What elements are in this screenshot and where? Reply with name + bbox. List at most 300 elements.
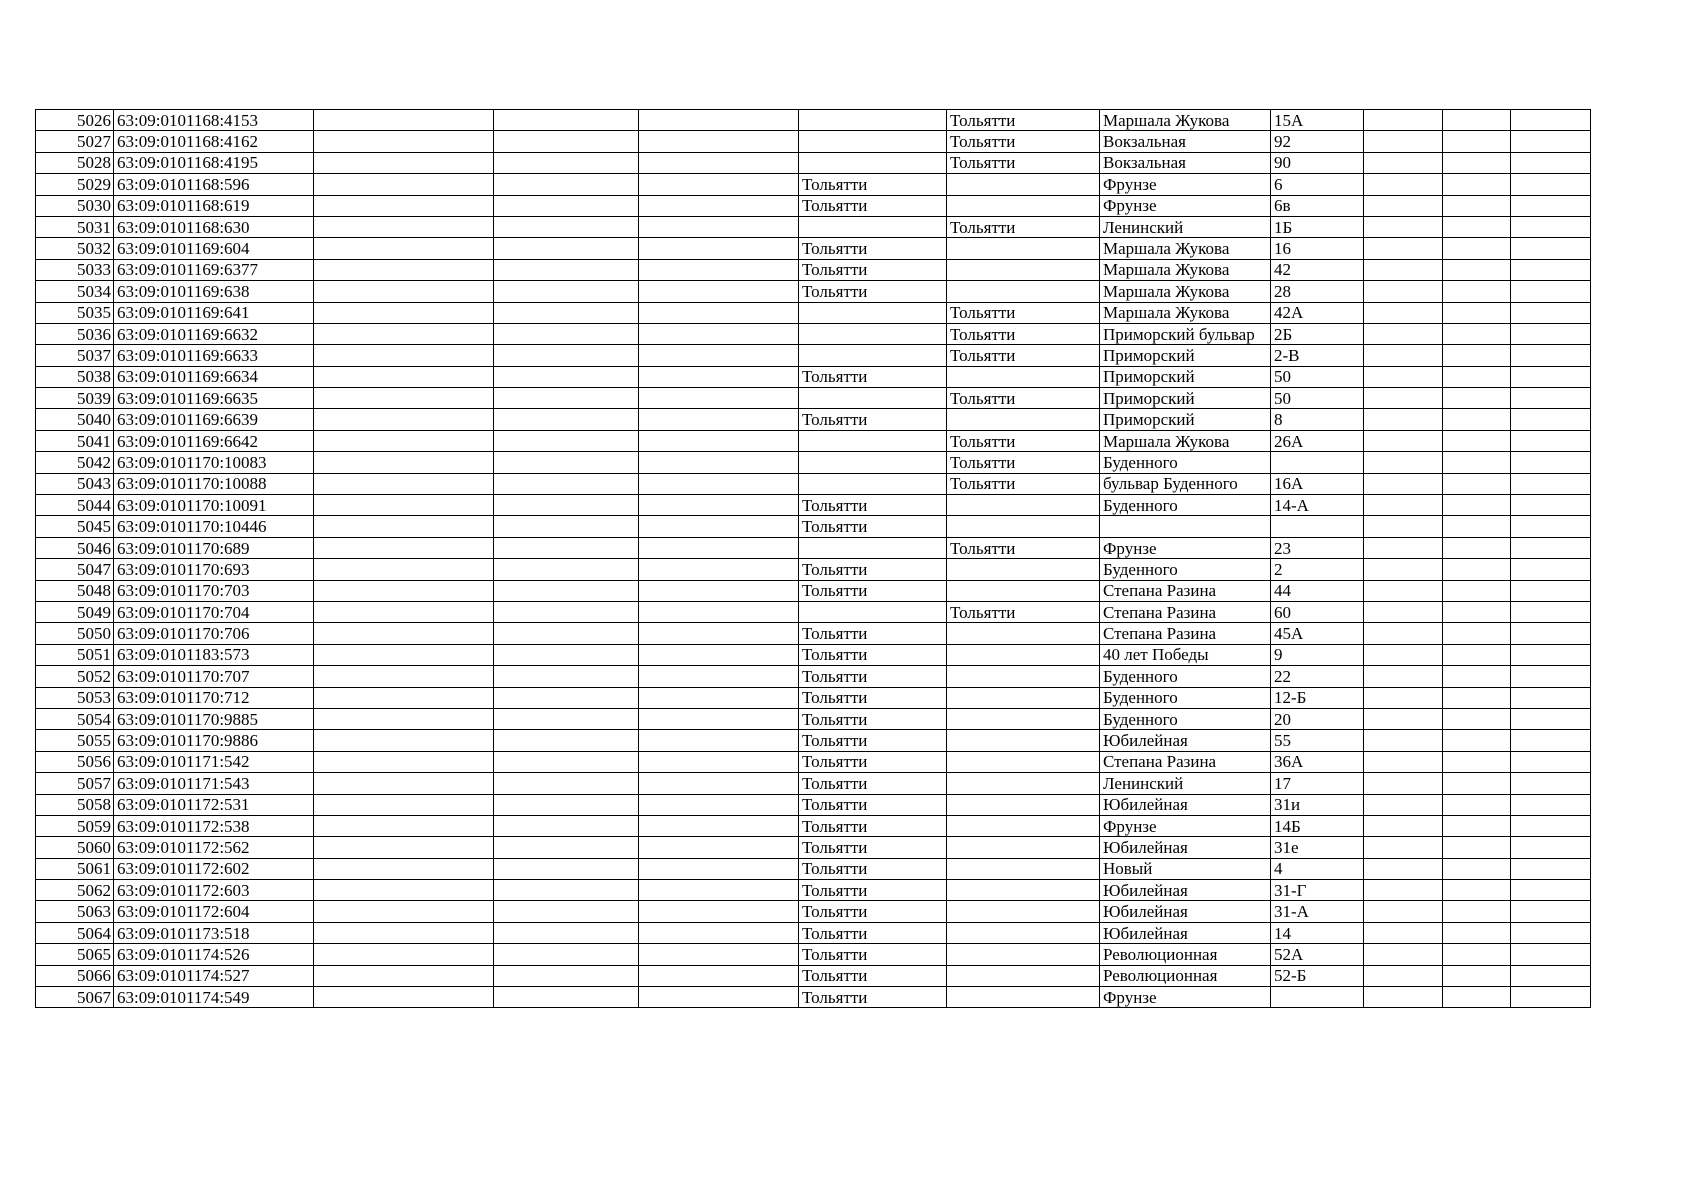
empty-cell [1443,495,1511,516]
table-row [36,452,1591,473]
house-number-cell: 55 [1271,730,1364,751]
empty-cell [314,687,494,708]
city-cell [799,345,947,366]
street-cell: Степана Разина [1100,601,1271,622]
row-number-cell: 5063 [36,901,114,922]
table-row [36,302,1591,323]
empty-cell [1443,366,1511,387]
street-cell: Революционная [1100,965,1271,986]
street-cell: Приморский [1100,409,1271,430]
table-row [36,623,1591,644]
house-number-cell: 45А [1271,623,1364,644]
empty-cell [494,965,639,986]
empty-cell [639,473,799,494]
empty-cell [1511,281,1591,302]
settlement-cell: Тольятти [947,110,1100,131]
house-number-cell: 23 [1271,537,1364,558]
empty-cell [1511,751,1591,772]
street-cell: Приморский [1100,366,1271,387]
table-row [36,858,1591,879]
empty-cell [1364,687,1443,708]
empty-cell [494,559,639,580]
empty-cell [1364,773,1443,794]
table-row [36,922,1591,943]
table-row [36,152,1591,173]
settlement-cell: Тольятти [947,345,1100,366]
cadastral-number-cell: 63:09:0101172:531 [114,794,314,815]
empty-cell [1364,601,1443,622]
empty-cell [494,174,639,195]
settlement-cell [947,195,1100,216]
row-number-cell: 5060 [36,837,114,858]
city-cell: Тольятти [799,195,947,216]
street-cell: Фрунзе [1100,815,1271,836]
empty-cell [314,965,494,986]
empty-cell [1443,174,1511,195]
empty-cell [1511,302,1591,323]
empty-cell [494,644,639,665]
empty-cell [639,559,799,580]
settlement-cell: Тольятти [947,473,1100,494]
table-row [36,409,1591,430]
settlement-cell [947,623,1100,644]
empty-cell [494,430,639,451]
house-number-cell: 16А [1271,473,1364,494]
house-number-cell: 60 [1271,601,1364,622]
house-number-cell: 92 [1271,131,1364,152]
table-row [36,601,1591,622]
table-row [36,345,1591,366]
city-cell: Тольятти [799,880,947,901]
empty-cell [494,537,639,558]
empty-cell [1364,195,1443,216]
empty-cell [1443,473,1511,494]
settlement-cell [947,559,1100,580]
empty-cell [1511,537,1591,558]
row-number-cell: 5028 [36,152,114,173]
row-number-cell: 5050 [36,623,114,644]
city-cell [799,601,947,622]
empty-cell [1443,409,1511,430]
empty-cell [639,880,799,901]
row-number-cell: 5051 [36,644,114,665]
cadastral-number-cell: 63:09:0101168:4153 [114,110,314,131]
table-row [36,516,1591,537]
row-number-cell: 5055 [36,730,114,751]
city-cell: Тольятти [799,751,947,772]
empty-cell [314,944,494,965]
empty-cell [639,323,799,344]
empty-cell [494,152,639,173]
table-row [36,238,1591,259]
empty-cell [639,281,799,302]
row-number-cell: 5034 [36,281,114,302]
settlement-cell [947,687,1100,708]
empty-cell [1511,388,1591,409]
settlement-cell [947,987,1100,1008]
empty-cell [1443,687,1511,708]
empty-cell [1364,473,1443,494]
street-cell: Приморский [1100,388,1271,409]
empty-cell [1443,110,1511,131]
row-number-cell: 5035 [36,302,114,323]
empty-cell [1511,901,1591,922]
empty-cell [1364,922,1443,943]
empty-cell [314,751,494,772]
empty-cell [494,858,639,879]
house-number-cell: 31и [1271,794,1364,815]
row-number-cell: 5062 [36,880,114,901]
cadastral-number-cell: 63:09:0101172:538 [114,815,314,836]
empty-cell [494,708,639,729]
house-number-cell: 42 [1271,259,1364,280]
empty-cell [1443,195,1511,216]
city-cell: Тольятти [799,623,947,644]
empty-cell [1443,259,1511,280]
row-number-cell: 5027 [36,131,114,152]
row-number-cell: 5064 [36,922,114,943]
settlement-cell: Тольятти [947,131,1100,152]
empty-cell [639,730,799,751]
empty-cell [1511,922,1591,943]
empty-cell [639,430,799,451]
settlement-cell [947,751,1100,772]
row-number-cell: 5054 [36,708,114,729]
empty-cell [1443,216,1511,237]
table-row [36,580,1591,601]
street-cell: Юбилейная [1100,730,1271,751]
cadastral-number-cell: 63:09:0101172:604 [114,901,314,922]
row-number-cell: 5056 [36,751,114,772]
street-cell: Фрунзе [1100,174,1271,195]
empty-cell [1443,623,1511,644]
empty-cell [1364,259,1443,280]
house-number-cell: 4 [1271,858,1364,879]
table-row [36,773,1591,794]
row-number-cell: 5033 [36,259,114,280]
city-cell [799,131,947,152]
settlement-cell [947,880,1100,901]
empty-cell [1511,815,1591,836]
empty-cell [494,195,639,216]
cadastral-number-cell: 63:09:0101169:6632 [114,323,314,344]
street-cell: Ленинский [1100,773,1271,794]
cadastral-number-cell: 63:09:0101169:6633 [114,345,314,366]
row-number-cell: 5046 [36,537,114,558]
empty-cell [1364,858,1443,879]
empty-cell [1511,794,1591,815]
row-number-cell: 5047 [36,559,114,580]
empty-cell [1443,666,1511,687]
house-number-cell: 52А [1271,944,1364,965]
empty-cell [1511,216,1591,237]
empty-cell [1364,644,1443,665]
empty-cell [1443,644,1511,665]
empty-cell [1443,708,1511,729]
empty-cell [1364,174,1443,195]
empty-cell [1511,666,1591,687]
house-number-cell [1271,987,1364,1008]
empty-cell [1443,922,1511,943]
empty-cell [1364,987,1443,1008]
settlement-cell [947,580,1100,601]
empty-cell [1511,345,1591,366]
street-cell: Маршала Жукова [1100,238,1271,259]
empty-cell [494,815,639,836]
cadastral-number-cell: 63:09:0101168:619 [114,195,314,216]
empty-cell [1511,987,1591,1008]
house-number-cell: 26А [1271,430,1364,451]
row-number-cell: 5045 [36,516,114,537]
empty-cell [494,601,639,622]
cadastral-number-cell: 63:09:0101170:10446 [114,516,314,537]
table-row [36,430,1591,451]
street-cell: Приморский [1100,345,1271,366]
empty-cell [494,452,639,473]
settlement-cell [947,815,1100,836]
house-number-cell: 44 [1271,580,1364,601]
empty-cell [494,131,639,152]
row-number-cell: 5026 [36,110,114,131]
table-row [36,473,1591,494]
empty-cell [1364,944,1443,965]
empty-cell [314,216,494,237]
empty-cell [639,495,799,516]
row-number-cell: 5049 [36,601,114,622]
empty-cell [1511,195,1591,216]
street-cell: Юбилейная [1100,794,1271,815]
empty-cell [314,281,494,302]
settlement-cell [947,837,1100,858]
empty-cell [314,794,494,815]
settlement-cell [947,259,1100,280]
empty-cell [1443,430,1511,451]
table-row [36,666,1591,687]
empty-cell [1443,452,1511,473]
street-cell: Буденного [1100,559,1271,580]
empty-cell [494,794,639,815]
house-number-cell [1271,516,1364,537]
empty-cell [494,473,639,494]
street-cell: Фрунзе [1100,537,1271,558]
empty-cell [1364,580,1443,601]
cadastral-number-cell: 63:09:0101170:707 [114,666,314,687]
empty-cell [314,987,494,1008]
street-cell: Вокзальная [1100,131,1271,152]
empty-cell [494,516,639,537]
city-cell: Тольятти [799,238,947,259]
empty-cell [639,388,799,409]
cadastral-number-cell: 63:09:0101169:6642 [114,430,314,451]
cadastral-number-cell: 63:09:0101170:10088 [114,473,314,494]
empty-cell [1364,152,1443,173]
row-number-cell: 5038 [36,366,114,387]
empty-cell [1511,944,1591,965]
table-row [36,708,1591,729]
empty-cell [1511,687,1591,708]
empty-cell [639,409,799,430]
empty-cell [314,409,494,430]
city-cell: Тольятти [799,837,947,858]
street-cell: Приморский бульвар [1100,323,1271,344]
empty-cell [1364,559,1443,580]
empty-cell [314,195,494,216]
row-number-cell: 5048 [36,580,114,601]
house-number-cell: 52-Б [1271,965,1364,986]
row-number-cell: 5052 [36,666,114,687]
table-row [36,323,1591,344]
empty-cell [314,601,494,622]
table-row [36,794,1591,815]
empty-cell [1443,901,1511,922]
cadastral-number-cell: 63:09:0101170:10091 [114,495,314,516]
empty-cell [639,815,799,836]
empty-cell [1364,901,1443,922]
empty-cell [314,815,494,836]
street-cell: Степана Разина [1100,623,1271,644]
table-row [36,110,1591,131]
street-cell: бульвар Буденного [1100,473,1271,494]
empty-cell [1364,537,1443,558]
empty-cell [1364,965,1443,986]
empty-cell [639,687,799,708]
row-number-cell: 5036 [36,323,114,344]
empty-cell [1364,837,1443,858]
city-cell: Тольятти [799,794,947,815]
city-cell: Тольятти [799,174,947,195]
data-table [35,109,1591,1008]
table-row [36,880,1591,901]
empty-cell [314,730,494,751]
empty-cell [1511,452,1591,473]
settlement-cell [947,174,1100,195]
cadastral-number-cell: 63:09:0101169:6634 [114,366,314,387]
table-row [36,751,1591,772]
city-cell [799,152,947,173]
cadastral-number-cell: 63:09:0101170:712 [114,687,314,708]
settlement-cell: Тольятти [947,388,1100,409]
city-cell: Тольятти [799,687,947,708]
empty-cell [1511,473,1591,494]
empty-cell [314,623,494,644]
empty-cell [639,773,799,794]
empty-cell [639,965,799,986]
empty-cell [314,259,494,280]
empty-cell [1364,238,1443,259]
cadastral-number-cell: 63:09:0101169:638 [114,281,314,302]
empty-cell [1364,388,1443,409]
empty-cell [639,366,799,387]
city-cell: Тольятти [799,708,947,729]
empty-cell [314,388,494,409]
settlement-cell: Тольятти [947,452,1100,473]
empty-cell [314,901,494,922]
table-row [36,388,1591,409]
empty-cell [494,580,639,601]
settlement-cell [947,281,1100,302]
empty-cell [639,238,799,259]
city-cell: Тольятти [799,559,947,580]
empty-cell [639,195,799,216]
street-cell: Маршала Жукова [1100,430,1271,451]
settlement-cell [947,858,1100,879]
empty-cell [494,880,639,901]
street-cell: Маршала Жукова [1100,281,1271,302]
empty-cell [494,238,639,259]
street-cell: Маршала Жукова [1100,110,1271,131]
empty-cell [494,901,639,922]
empty-cell [639,644,799,665]
street-cell: Маршала Жукова [1100,302,1271,323]
empty-cell [639,922,799,943]
empty-cell [1443,601,1511,622]
empty-cell [1511,110,1591,131]
settlement-cell [947,965,1100,986]
empty-cell [639,174,799,195]
table-row [36,174,1591,195]
empty-cell [314,174,494,195]
empty-cell [314,858,494,879]
house-number-cell: 28 [1271,281,1364,302]
settlement-cell: Тольятти [947,302,1100,323]
empty-cell [494,987,639,1008]
city-cell: Тольятти [799,644,947,665]
empty-cell [1364,302,1443,323]
city-cell [799,110,947,131]
house-number-cell: 9 [1271,644,1364,665]
settlement-cell: Тольятти [947,537,1100,558]
settlement-cell: Тольятти [947,152,1100,173]
city-cell: Тольятти [799,580,947,601]
street-cell: Вокзальная [1100,152,1271,173]
house-number-cell: 14-А [1271,495,1364,516]
empty-cell [1364,281,1443,302]
empty-cell [494,345,639,366]
empty-cell [1364,730,1443,751]
table-row [36,366,1591,387]
empty-cell [494,216,639,237]
settlement-cell [947,730,1100,751]
empty-cell [639,751,799,772]
street-cell: Фрунзе [1100,195,1271,216]
house-number-cell: 15А [1271,110,1364,131]
table-row [36,644,1591,665]
house-number-cell: 17 [1271,773,1364,794]
empty-cell [494,259,639,280]
empty-cell [1443,837,1511,858]
city-cell: Тольятти [799,366,947,387]
city-cell: Тольятти [799,858,947,879]
empty-cell [314,516,494,537]
street-cell: Степана Разина [1100,751,1271,772]
empty-cell [494,388,639,409]
empty-cell [314,880,494,901]
empty-cell [494,302,639,323]
empty-cell [1443,516,1511,537]
empty-cell [639,858,799,879]
empty-cell [1511,516,1591,537]
empty-cell [639,794,799,815]
cadastral-number-cell: 63:09:0101170:10083 [114,452,314,473]
row-number-cell: 5041 [36,430,114,451]
house-number-cell: 12-Б [1271,687,1364,708]
empty-cell [1511,601,1591,622]
empty-cell [1443,815,1511,836]
empty-cell [1443,281,1511,302]
table-row [36,195,1591,216]
empty-cell [1443,537,1511,558]
empty-cell [314,302,494,323]
